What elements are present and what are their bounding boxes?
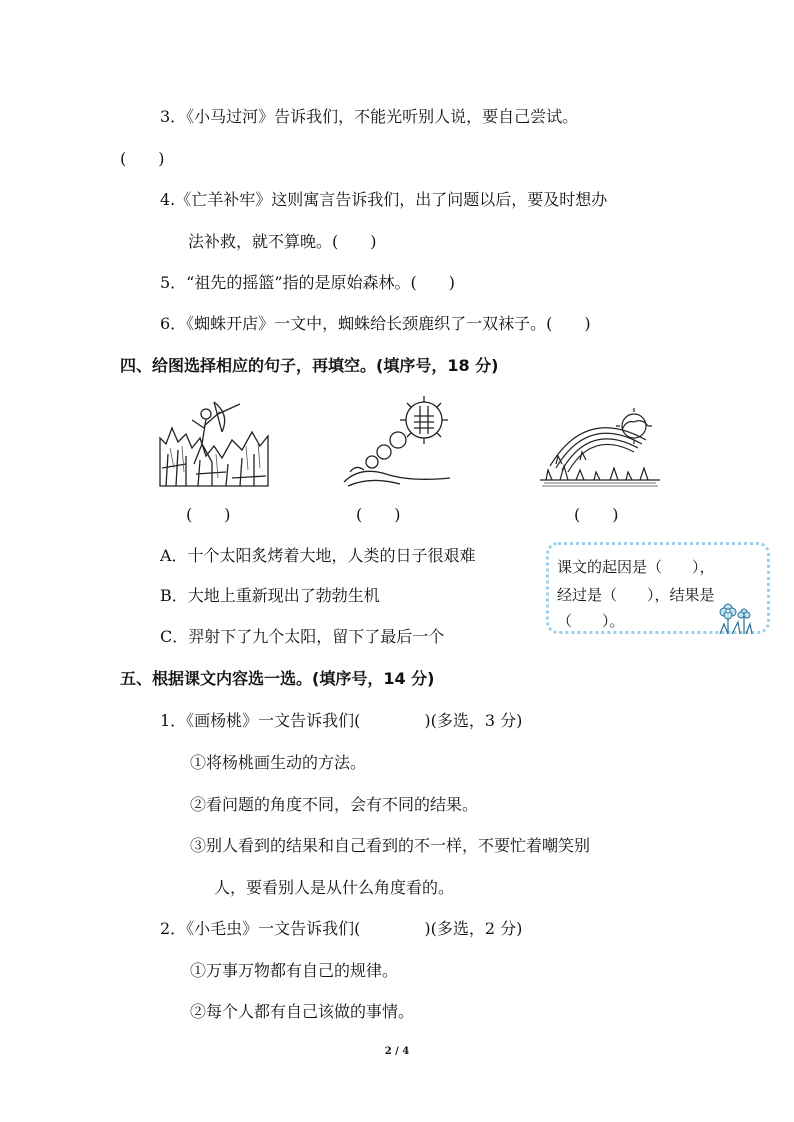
rainbow-illustration	[536, 400, 664, 490]
question-1: 1．《画杨桃》一文告诉我们( )(多选，3 分)	[160, 711, 523, 730]
page-number: 2 / 4	[384, 1046, 410, 1057]
question-2: 2．《小毛虫》一文告诉我们( )(多选，2 分)	[160, 919, 523, 938]
option-b: B．大地上重新现出了勃勃生机	[160, 586, 380, 605]
archer-illustration	[156, 398, 272, 490]
picture-1-blank[interactable]: ( )	[186, 505, 231, 524]
question-1-option-1: ①将杨桃画生动的方法。	[190, 753, 367, 772]
question-1-option-3: ③别人看到的结果和自己看到的不一样，不要忙着嘲笑别	[190, 836, 591, 855]
picture-2-blank[interactable]: ( )	[356, 505, 401, 524]
question-2-option-1: ①万事万物都有自己的规律。	[190, 961, 399, 980]
question-1-option-3-cont: 人，要看别人是从什么角度看的。	[214, 878, 455, 897]
item-6: 6．《蜘蛛开店》一文中，蜘蛛给长颈鹿织了一双袜子。( )	[160, 314, 591, 333]
item-5: 5．“祖先的摇篮”指的是原始森林。( )	[160, 273, 456, 292]
callout-line-1: 课文的起因是（ ），	[557, 558, 715, 576]
question-2-option-2: ②每个人都有自己该做的事情。	[190, 1002, 415, 1021]
callout-line-2: 经过是（ ），结果是	[557, 586, 715, 604]
item-4-line2: 法补救，就不算晚。( )	[188, 232, 377, 251]
section-4-heading: 四、给图选择相应的句子，再填空。(填序号，18 分)	[120, 356, 499, 375]
section-5-heading: 五、根据课文内容选一选。(填序号，14 分)	[120, 669, 435, 688]
suns-illustration	[340, 394, 462, 490]
question-1-option-2: ②看问题的角度不同，会有不同的结果。	[190, 795, 479, 814]
item-3: 3．《小马过河》告诉我们，不能光听别人说，要自己尝试。	[160, 107, 579, 126]
item-4-line1: 4.《亡羊补牢》这则寓言告诉我们，出了问题以后，要及时想办	[160, 190, 608, 209]
picture-3-blank[interactable]: ( )	[574, 505, 619, 524]
option-a: A．十个太阳炙烤着大地，人类的日子很艰难	[160, 546, 476, 565]
callout-line-3: （ ）。	[557, 612, 625, 630]
item-3-answer-paren[interactable]: ( )	[120, 149, 165, 168]
flower-icon	[714, 600, 754, 636]
option-c: C．羿射下了九个太阳，留下了最后一个	[160, 627, 445, 646]
